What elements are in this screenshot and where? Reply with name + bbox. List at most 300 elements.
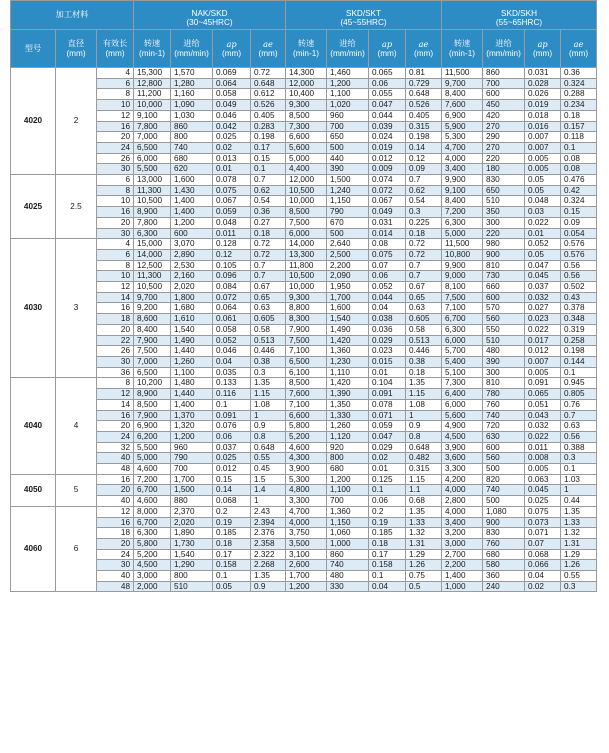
speed-cell: 5,300 bbox=[442, 132, 483, 143]
feed-cell: 830 bbox=[483, 528, 525, 539]
ap-cell: 0.06 bbox=[369, 271, 406, 282]
speed-cell: 7,500 bbox=[442, 292, 483, 303]
ap-cell: 0.02 bbox=[213, 142, 251, 153]
ae-cell: 0.65 bbox=[406, 292, 442, 303]
ap-cell: 0.067 bbox=[213, 196, 251, 207]
ap-cell: 0.051 bbox=[525, 399, 561, 410]
speed-cell: 6,500 bbox=[286, 356, 327, 367]
ae-cell: 0.38 bbox=[251, 356, 286, 367]
ae-cell: 0.72 bbox=[406, 249, 442, 260]
speed-cell: 7,900 bbox=[134, 410, 171, 421]
ae-header bbox=[561, 30, 597, 68]
ap-cell: 0.058 bbox=[213, 89, 251, 100]
ap-cell: 0.116 bbox=[213, 389, 251, 400]
speed-cell: 7,500 bbox=[286, 217, 327, 228]
table-row bbox=[11, 142, 597, 153]
speed-cell: 4,500 bbox=[442, 431, 483, 442]
ap-cell: 0.06 bbox=[369, 496, 406, 507]
speed-cell: 12,800 bbox=[134, 78, 171, 89]
ae-cell: 0.65 bbox=[251, 292, 286, 303]
ae-cell: 0.18 bbox=[406, 367, 442, 378]
ap-header bbox=[369, 30, 406, 68]
speed-cell: 12,000 bbox=[286, 175, 327, 186]
ae-cell: 0.405 bbox=[406, 110, 442, 121]
table-row bbox=[11, 538, 597, 549]
feed-cell: 790 bbox=[171, 453, 213, 464]
spindle-speed-header-name: 转速 bbox=[143, 38, 161, 48]
ap-cell: 0.022 bbox=[525, 324, 561, 335]
ap-cell: 0.059 bbox=[369, 421, 406, 432]
ae-cell: 0.513 bbox=[406, 335, 442, 346]
flute-length-cell: 12 bbox=[97, 110, 134, 121]
table-row bbox=[11, 560, 597, 571]
material-label: 加工材料 bbox=[11, 1, 134, 30]
ae-cell: 1.35 bbox=[406, 378, 442, 389]
ap-cell: 0.043 bbox=[525, 410, 561, 421]
table-row bbox=[11, 68, 597, 79]
feed-cell: 1,200 bbox=[171, 431, 213, 442]
feed-cell: 1,020 bbox=[327, 100, 369, 111]
ae-cell: 0.67 bbox=[406, 282, 442, 293]
flute-length-cell: 22 bbox=[97, 335, 134, 346]
ae-cell: 0.7 bbox=[406, 271, 442, 282]
table-row bbox=[11, 89, 597, 100]
table-row bbox=[11, 260, 597, 271]
flute-length-cell: 8 bbox=[97, 378, 134, 389]
ap-cell: 0.091 bbox=[369, 389, 406, 400]
ap-cell: 0.065 bbox=[369, 68, 406, 79]
ap-cell: 0.022 bbox=[525, 217, 561, 228]
ae-cell: 0.513 bbox=[251, 335, 286, 346]
ae-cell: 0.09 bbox=[561, 217, 597, 228]
speed-cell: 5,400 bbox=[442, 356, 483, 367]
ap-cell: 0.025 bbox=[525, 496, 561, 507]
ae-cell: 0.283 bbox=[251, 121, 286, 132]
feed-cell: 740 bbox=[327, 560, 369, 571]
ap-cell: 0.075 bbox=[369, 249, 406, 260]
ae-cell: 0.55 bbox=[561, 571, 597, 582]
ae-cell: 0.56 bbox=[561, 271, 597, 282]
ae-cell: 0.648 bbox=[251, 442, 286, 453]
ae-cell: 0.15 bbox=[251, 153, 286, 164]
speed-cell: 4,600 bbox=[134, 464, 171, 475]
ap-cell: 0.075 bbox=[525, 506, 561, 517]
model-cell: 4050 bbox=[11, 474, 56, 506]
feed-cell: 1,730 bbox=[171, 538, 213, 549]
table-row bbox=[11, 581, 597, 592]
feed-cell: 1,700 bbox=[171, 474, 213, 485]
speed-cell: 6,600 bbox=[286, 132, 327, 143]
feed-cell: 420 bbox=[483, 110, 525, 121]
table-row bbox=[11, 506, 597, 517]
speed-cell: 6,000 bbox=[134, 153, 171, 164]
speed-cell: 10,500 bbox=[134, 282, 171, 293]
speed-cell: 3,300 bbox=[286, 496, 327, 507]
ae-cell: 0.42 bbox=[561, 185, 597, 196]
ae-cell: 0.576 bbox=[561, 239, 597, 250]
speed-cell: 5,500 bbox=[134, 442, 171, 453]
ap-cell: 0.071 bbox=[369, 410, 406, 421]
flute-length-cell: 16 bbox=[97, 517, 134, 528]
ae-cell: 0.43 bbox=[561, 292, 597, 303]
feed-cell: 960 bbox=[171, 442, 213, 453]
ae-cell: 0.526 bbox=[251, 100, 286, 111]
flute-length-cell: 16 bbox=[97, 207, 134, 218]
ae-cell: 0.54 bbox=[251, 196, 286, 207]
speed-cell: 8,900 bbox=[134, 389, 171, 400]
ap-cell: 0.091 bbox=[213, 410, 251, 421]
speed-cell: 4,000 bbox=[286, 517, 327, 528]
ae-cell: 0.7 bbox=[251, 260, 286, 271]
model-cell: 4060 bbox=[11, 506, 56, 592]
ap-cell: 0.04 bbox=[213, 356, 251, 367]
speed-cell: 8,600 bbox=[134, 314, 171, 325]
table-row bbox=[11, 464, 597, 475]
ae-cell: 0.198 bbox=[561, 346, 597, 357]
feed-rate-header-unit: (mm/min) bbox=[174, 48, 209, 58]
ap-cell: 0.02 bbox=[369, 453, 406, 464]
ae-cell: 1.35 bbox=[561, 506, 597, 517]
ap-cell: 0.072 bbox=[213, 292, 251, 303]
speed-cell: 11,500 bbox=[442, 68, 483, 79]
feed-cell: 1,610 bbox=[171, 314, 213, 325]
flute-length-cell: 30 bbox=[97, 228, 134, 239]
speed-cell: 6,300 bbox=[134, 528, 171, 539]
ap-cell: 0.027 bbox=[525, 303, 561, 314]
ae-cell: 1.26 bbox=[561, 560, 597, 571]
flute-length-cell: 30 bbox=[97, 560, 134, 571]
ae-cell: 1.31 bbox=[561, 538, 597, 549]
ae-header-name: ae bbox=[418, 38, 429, 49]
ae-cell: 0.348 bbox=[561, 314, 597, 325]
ae-cell: 0.8 bbox=[251, 431, 286, 442]
speed-cell: 6,600 bbox=[286, 410, 327, 421]
feed-cell: 1,950 bbox=[327, 282, 369, 293]
feed-cell: 560 bbox=[483, 453, 525, 464]
flute-length-cell: 36 bbox=[97, 367, 134, 378]
ae-cell: 1.15 bbox=[251, 389, 286, 400]
speed-cell: 6,500 bbox=[134, 367, 171, 378]
ap-cell: 0.052 bbox=[369, 282, 406, 293]
feed-cell: 1,500 bbox=[171, 485, 213, 496]
feed-cell: 760 bbox=[483, 538, 525, 549]
ap-cell: 0.063 bbox=[525, 474, 561, 485]
ap-cell: 0.14 bbox=[213, 485, 251, 496]
spindle-speed-header-name: 转速 bbox=[297, 38, 315, 48]
speed-cell: 7,600 bbox=[286, 389, 327, 400]
feed-cell: 900 bbox=[483, 517, 525, 528]
feed-cell: 1,440 bbox=[171, 389, 213, 400]
ae-cell: 0.72 bbox=[251, 68, 286, 79]
ap-header bbox=[213, 30, 251, 68]
ap-header-name: ap bbox=[537, 38, 548, 49]
flute-length-cell: 48 bbox=[97, 464, 134, 475]
ap-cell: 0.008 bbox=[525, 453, 561, 464]
speed-cell: 5,700 bbox=[442, 346, 483, 357]
speed-cell: 7,500 bbox=[286, 335, 327, 346]
ae-cell: 1.32 bbox=[561, 528, 597, 539]
speed-cell: 2,600 bbox=[286, 560, 327, 571]
ap-cell: 0.1 bbox=[213, 571, 251, 582]
ap-cell: 0.018 bbox=[525, 110, 561, 121]
speed-cell: 1,400 bbox=[442, 571, 483, 582]
speed-cell: 7,800 bbox=[134, 217, 171, 228]
table-row bbox=[11, 207, 597, 218]
ap-cell: 0.073 bbox=[525, 517, 561, 528]
flute-length-cell: 32 bbox=[97, 442, 134, 453]
spindle-speed-header-name: 转速 bbox=[453, 38, 471, 48]
ap-cell: 0.005 bbox=[525, 153, 561, 164]
ap-cell: 0.066 bbox=[525, 560, 561, 571]
table-row bbox=[11, 453, 597, 464]
ae-cell: 1.35 bbox=[406, 506, 442, 517]
ae-cell: 0.1 bbox=[251, 164, 286, 175]
feed-cell: 1,490 bbox=[171, 335, 213, 346]
ae-cell: 0.12 bbox=[406, 153, 442, 164]
feed-rate-header-name: 进给 bbox=[339, 38, 356, 48]
ae-header bbox=[251, 30, 286, 68]
speed-cell: 8,900 bbox=[134, 207, 171, 218]
ap-cell: 0.096 bbox=[213, 271, 251, 282]
spindle-speed-header bbox=[286, 30, 327, 68]
speed-cell: 6,900 bbox=[442, 110, 483, 121]
speed-cell: 6,300 bbox=[134, 228, 171, 239]
speed-cell: 3,900 bbox=[442, 442, 483, 453]
ae-cell: 0.9 bbox=[251, 421, 286, 432]
ae-cell: 0.3 bbox=[251, 367, 286, 378]
feed-cell: 700 bbox=[483, 78, 525, 89]
ap-cell: 0.15 bbox=[213, 474, 251, 485]
ae-cell: 0.76 bbox=[561, 399, 597, 410]
ap-cell: 0.1 bbox=[369, 571, 406, 582]
speed-cell: 5,000 bbox=[134, 453, 171, 464]
ae-cell: 0.319 bbox=[561, 324, 597, 335]
speed-cell: 5,800 bbox=[286, 421, 327, 432]
ae-cell: 0.324 bbox=[561, 196, 597, 207]
ap-cell: 0.023 bbox=[369, 346, 406, 357]
ae-cell: 0.56 bbox=[561, 260, 597, 271]
feed-cell: 500 bbox=[483, 464, 525, 475]
ae-cell: 0.08 bbox=[561, 153, 597, 164]
diameter-cell: 2 bbox=[56, 68, 97, 175]
flute-length-cell: 26 bbox=[97, 153, 134, 164]
feed-cell: 600 bbox=[483, 292, 525, 303]
ap-cell: 0.055 bbox=[369, 89, 406, 100]
speed-cell: 5,100 bbox=[442, 367, 483, 378]
table-row bbox=[11, 121, 597, 132]
ap-cell: 0.049 bbox=[369, 207, 406, 218]
ae-cell: 0.7 bbox=[251, 175, 286, 186]
ae-cell: 1.33 bbox=[406, 517, 442, 528]
diameter-header bbox=[56, 30, 97, 68]
speed-cell: 7,800 bbox=[134, 121, 171, 132]
speed-cell: 6,300 bbox=[442, 217, 483, 228]
speed-cell: 9,000 bbox=[442, 271, 483, 282]
feed-cell: 300 bbox=[483, 367, 525, 378]
speed-cell: 7,100 bbox=[442, 303, 483, 314]
table-row bbox=[11, 410, 597, 421]
feed-cell: 740 bbox=[483, 485, 525, 496]
table-row bbox=[11, 78, 597, 89]
feed-cell: 330 bbox=[327, 581, 369, 592]
feed-cell: 1,280 bbox=[171, 78, 213, 89]
ae-cell: 0.62 bbox=[406, 185, 442, 196]
feed-cell: 290 bbox=[483, 132, 525, 143]
speed-cell: 3,750 bbox=[286, 528, 327, 539]
ae-cell: 0.576 bbox=[561, 249, 597, 260]
ap-cell: 0.185 bbox=[369, 528, 406, 539]
feed-cell: 1,370 bbox=[171, 410, 213, 421]
speed-cell: 2,200 bbox=[442, 560, 483, 571]
speed-cell: 7,000 bbox=[134, 356, 171, 367]
spindle-speed-header bbox=[134, 30, 171, 68]
table-row bbox=[11, 324, 597, 335]
speed-cell: 3,000 bbox=[442, 538, 483, 549]
table-row bbox=[11, 571, 597, 582]
feed-cell: 480 bbox=[483, 346, 525, 357]
feed-cell: 500 bbox=[327, 228, 369, 239]
ae-cell: 0.315 bbox=[406, 121, 442, 132]
feed-cell: 2,200 bbox=[327, 260, 369, 271]
ap-cell: 0.075 bbox=[213, 185, 251, 196]
speed-cell: 1,200 bbox=[286, 581, 327, 592]
feed-cell: 2,890 bbox=[171, 249, 213, 260]
ae-cell: 0.56 bbox=[561, 431, 597, 442]
flute-length-cell: 14 bbox=[97, 399, 134, 410]
ap-cell: 0.08 bbox=[369, 239, 406, 250]
material-group-3-name: SKD/SKH bbox=[501, 9, 537, 18]
feed-cell: 860 bbox=[171, 121, 213, 132]
ae-cell: 0.63 bbox=[406, 303, 442, 314]
ae-cell: 0.55 bbox=[251, 453, 286, 464]
ae-cell: 0.62 bbox=[251, 185, 286, 196]
ap-cell: 0.048 bbox=[525, 196, 561, 207]
speed-cell: 9,300 bbox=[286, 292, 327, 303]
feed-cell: 510 bbox=[171, 581, 213, 592]
speed-cell: 4,900 bbox=[442, 421, 483, 432]
table-row bbox=[11, 292, 597, 303]
feed-cell: 1,290 bbox=[171, 560, 213, 571]
table-row bbox=[11, 389, 597, 400]
ap-cell: 0.019 bbox=[525, 100, 561, 111]
ap-cell: 0.078 bbox=[369, 399, 406, 410]
speed-cell: 5,200 bbox=[286, 431, 327, 442]
feed-cell: 660 bbox=[483, 282, 525, 293]
feed-cell: 1,100 bbox=[327, 485, 369, 496]
feed-cell: 810 bbox=[483, 378, 525, 389]
ap-cell: 0.072 bbox=[369, 185, 406, 196]
ae-cell: 0.72 bbox=[406, 239, 442, 250]
speed-cell: 4,800 bbox=[286, 485, 327, 496]
speed-cell: 7,100 bbox=[286, 399, 327, 410]
ae-header-unit: (mm) bbox=[258, 48, 278, 58]
ae-cell: 1.1 bbox=[406, 485, 442, 496]
feed-cell: 440 bbox=[327, 153, 369, 164]
ap-cell: 0.025 bbox=[213, 132, 251, 143]
ae-cell: 2.43 bbox=[251, 506, 286, 517]
speed-cell: 5,600 bbox=[286, 142, 327, 153]
speed-cell: 3,900 bbox=[286, 464, 327, 475]
speed-cell: 3,200 bbox=[442, 528, 483, 539]
speed-cell: 3,600 bbox=[442, 453, 483, 464]
feed-cell: 270 bbox=[483, 121, 525, 132]
feed-cell: 1,540 bbox=[171, 324, 213, 335]
ae-cell: 0.118 bbox=[561, 132, 597, 143]
speed-cell: 2,000 bbox=[134, 581, 171, 592]
speed-cell: 6,000 bbox=[442, 399, 483, 410]
spindle-speed-header-unit: (min-1) bbox=[449, 48, 475, 58]
ae-cell: 0.72 bbox=[251, 249, 286, 260]
flute-length-cell: 20 bbox=[97, 132, 134, 143]
ap-cell: 0.011 bbox=[525, 442, 561, 453]
speed-cell: 5,500 bbox=[134, 164, 171, 175]
speed-cell: 11,300 bbox=[134, 271, 171, 282]
feed-cell: 550 bbox=[483, 324, 525, 335]
ae-cell: 0.7 bbox=[251, 271, 286, 282]
table-row bbox=[11, 239, 597, 250]
ap-cell: 0.045 bbox=[525, 271, 561, 282]
feed-cell: 1,200 bbox=[327, 474, 369, 485]
ae-cell: 0.15 bbox=[561, 207, 597, 218]
ap-cell: 0.05 bbox=[525, 175, 561, 186]
speed-cell: 4,400 bbox=[286, 164, 327, 175]
table-row bbox=[11, 249, 597, 260]
ap-cell: 0.05 bbox=[525, 185, 561, 196]
ae-cell: 0.648 bbox=[406, 89, 442, 100]
ae-cell: 1.08 bbox=[406, 399, 442, 410]
speed-cell: 11,500 bbox=[442, 239, 483, 250]
ae-header-name: ae bbox=[573, 38, 584, 49]
ap-cell: 0.01 bbox=[369, 367, 406, 378]
diameter-header-name: 直径 bbox=[67, 38, 85, 48]
feed-cell: 510 bbox=[483, 335, 525, 346]
speed-cell: 3,300 bbox=[442, 464, 483, 475]
flute-length-cell: 20 bbox=[97, 217, 134, 228]
ap-cell: 0.037 bbox=[213, 442, 251, 453]
feed-cell: 1,540 bbox=[171, 549, 213, 560]
ap-cell: 0.091 bbox=[525, 378, 561, 389]
cutting-conditions-table bbox=[10, 0, 597, 592]
ap-cell: 0.07 bbox=[525, 538, 561, 549]
ae-cell: 0.388 bbox=[561, 442, 597, 453]
feed-cell: 1,350 bbox=[327, 399, 369, 410]
ap-cell: 0.044 bbox=[369, 292, 406, 303]
ae-cell: 0.605 bbox=[251, 314, 286, 325]
speed-cell: 8,500 bbox=[286, 110, 327, 121]
ap-cell: 0.005 bbox=[525, 367, 561, 378]
ae-cell: 0.81 bbox=[406, 68, 442, 79]
speed-cell: 4,700 bbox=[442, 142, 483, 153]
feed-cell: 600 bbox=[483, 89, 525, 100]
feed-cell: 730 bbox=[483, 271, 525, 282]
speed-cell: 7,000 bbox=[134, 132, 171, 143]
ap-cell: 0.005 bbox=[525, 464, 561, 475]
ae-header bbox=[406, 30, 442, 68]
table-row bbox=[11, 367, 597, 378]
ae-cell: 0.18 bbox=[251, 228, 286, 239]
feed-cell: 760 bbox=[483, 399, 525, 410]
ae-cell: 1.03 bbox=[561, 474, 597, 485]
speed-cell: 10,800 bbox=[442, 249, 483, 260]
speed-cell: 8,400 bbox=[442, 89, 483, 100]
feed-cell: 1,420 bbox=[327, 335, 369, 346]
ae-cell: 1.4 bbox=[251, 485, 286, 496]
speed-cell: 10,500 bbox=[286, 271, 327, 282]
ap-cell: 0.012 bbox=[369, 153, 406, 164]
speed-cell: 14,300 bbox=[286, 68, 327, 79]
feed-cell: 1,420 bbox=[327, 378, 369, 389]
speed-cell: 1,000 bbox=[442, 581, 483, 592]
